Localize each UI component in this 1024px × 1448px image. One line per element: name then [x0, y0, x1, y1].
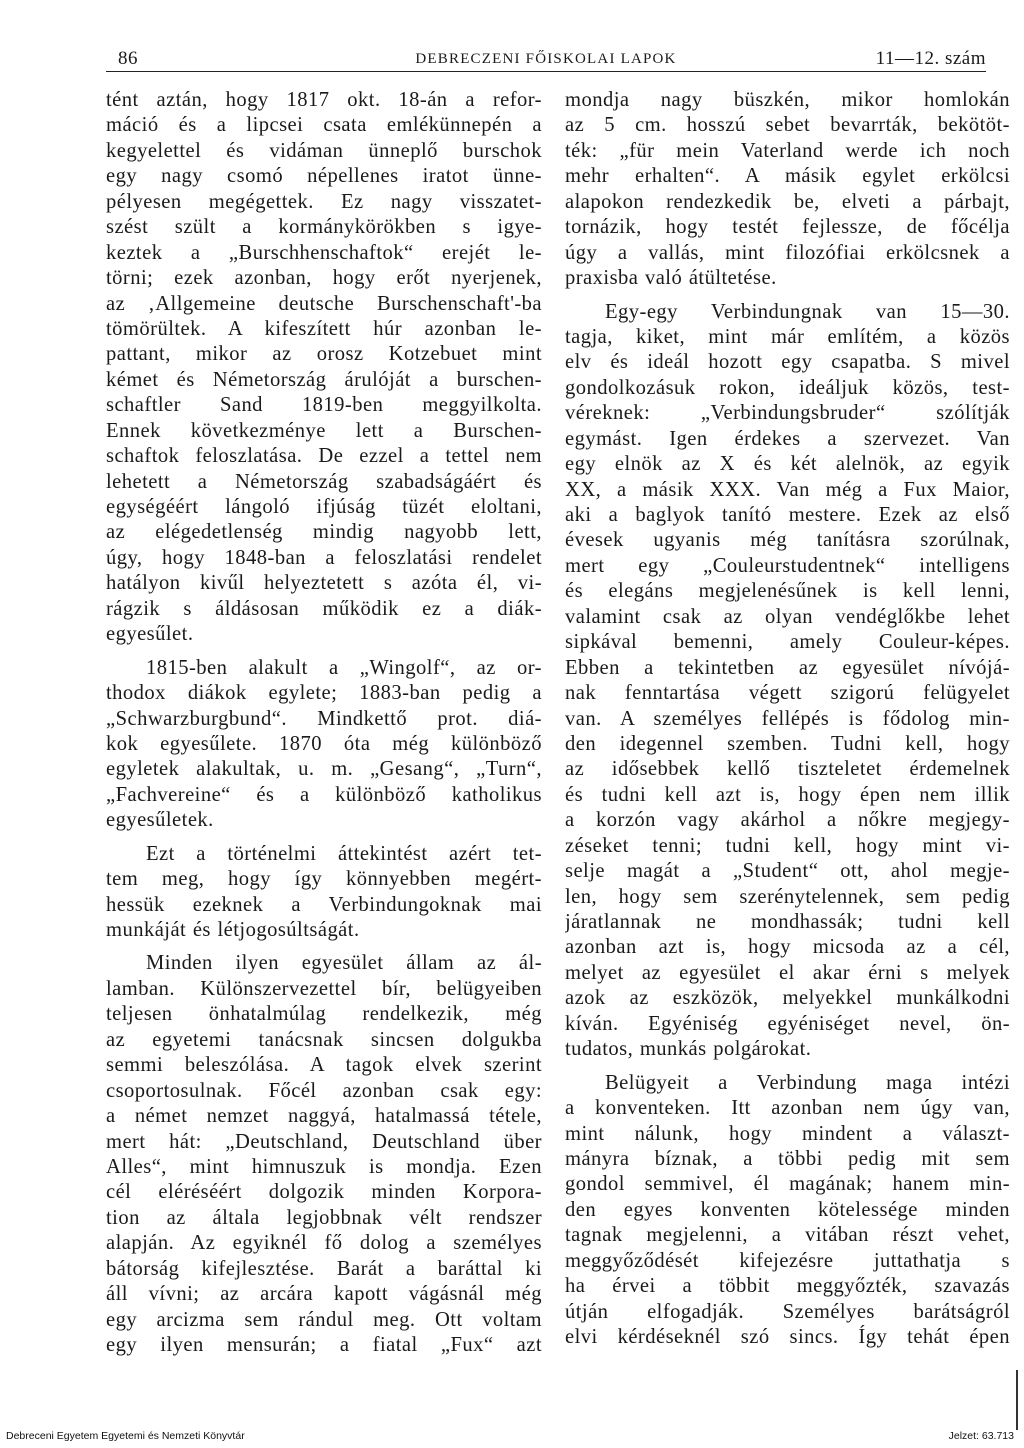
text-line: az ‚Allgemeine deutsche Burschenschaft'-ba: [106, 292, 542, 315]
text-line: csoportosulnak. Főcél azonban csak egy:: [106, 1079, 542, 1102]
text-line: len, hogy sem szerénytelennek, sem pedig: [565, 885, 1010, 908]
text-line: gondolkozásuk rokon, ideáljuk közös, test-: [565, 376, 1010, 399]
text-line: elvi kérdéseknél szó sincs. Így tehát épen: [565, 1326, 1010, 1348]
text-line: törni; ezek azonban, hogy erőt nyerjenek,: [106, 267, 542, 290]
text-line: járatlannak ne mondhassák; tudni kell: [565, 911, 1010, 933]
text-line: egymást. Igen érdekes a szervezet. Van: [565, 427, 1010, 450]
text-line: az egyetemi tanácsnak sincsen dolgukba: [106, 1028, 542, 1051]
running-header: [106, 46, 986, 72]
text-line: aki a baglyok tanító mestere. Ezek az első: [565, 504, 1010, 526]
text-line: a német nemzet naggyá, hatalmassá tétele,: [106, 1105, 542, 1128]
text-line: egyletek alakultak, u. m. „Gesang“, „Turn“,: [106, 758, 542, 781]
text-line: den idegennel szemben. Tudni kell, hogy: [565, 732, 1010, 755]
text-line: mint nálunk, hogy mindent a választ-: [565, 1122, 1010, 1145]
text-line: azonban azt is, hogy micsoda az a cél,: [565, 936, 1010, 959]
text-line: lamban. Különszervezettel bír, belügyeiben: [106, 977, 542, 1000]
text-line: mert egy „Couleurstudentnek“ intelligens: [565, 554, 1010, 577]
text-line: egy arcizma sem rándul meg. Ott voltam: [106, 1308, 542, 1331]
text-line: és tudni kell azt is, hogy épen nem illik: [565, 783, 1010, 806]
paragraph-gap: [565, 292, 1010, 300]
paragraph-gap: [565, 1063, 1010, 1071]
text-line: mányra bíznak, a többi pedig mit sem: [565, 1147, 1010, 1170]
text-line: az idősebbek kellő tiszteletet érdemelnek: [565, 758, 1010, 781]
text-line: az elégedetlenség mindig nagyobb lett,: [106, 521, 542, 544]
text-line: hatályon kivűl helyeztetett s azóta él, vi-: [106, 572, 542, 595]
text-line: nak fenntartása végett szigorú felügyelet: [565, 682, 1010, 705]
text-line: „Schwarzburgbund“. Mindkettő prot. diá-: [106, 707, 542, 730]
text-line: úgy, hogy 1848-ban a feloszlatási rendelet: [106, 546, 542, 569]
text-line: zéseket tenni; tudni kell, hogy mint vi-: [565, 834, 1010, 857]
text-line: XX, a másik XXX. Van még a Fux Maior,: [565, 478, 1010, 501]
text-line: praxisba való átültetése.: [565, 267, 777, 290]
text-line: az 5 cm. hosszú sebet bevarrták, bekötöt-: [565, 114, 1010, 137]
text-line: „Fachvereine“ és a különböző katholikus: [106, 783, 542, 806]
text-line: egyesűlet.: [106, 623, 194, 646]
text-line: cél eléréséért dolgozik minden Korpora-: [106, 1181, 542, 1204]
shelfmark: Jelzet: 63.713: [948, 1430, 1014, 1442]
scan-edge-mark: [1016, 1370, 1018, 1430]
text-line: a konventeken. Itt azonban nem úgy van,: [565, 1097, 1010, 1120]
text-line: selje magát a „Student“ ott, ahol megje-: [565, 860, 1010, 883]
journal-title: DEBRECZENI FŐISKOLAI LAPOK: [415, 51, 677, 67]
text-line: tömörültek. A kifeszített húr azonban le-: [106, 317, 542, 340]
library-credit: Debreceni Egyetem Egyetemi és Nemzeti Könyvtár: [6, 1430, 245, 1442]
text-line: schaftler Sand 1819-ben meggyilkolta.: [106, 394, 542, 417]
text-line: Egy-egy Verbindungnak van 15—30.: [605, 300, 1010, 323]
text-line: máció és a lipcsei csata emlékünnepén a: [106, 114, 542, 137]
text-line: tagnak megjelenni, a vitában részt vehet,: [565, 1224, 1010, 1247]
text-line: rágzik s áldásosan működik ez a diák-: [106, 597, 542, 620]
text-line: egységéért lángoló ifjúság tüzét eloltani,: [106, 496, 542, 518]
text-line: áll vívni; az arcára kapott vágásnál még: [106, 1283, 542, 1306]
text-line: szést szült a kormánykörökben s igye-: [106, 216, 542, 239]
text-line: keztek a „Burschhenschaftok“ erejét le-: [106, 241, 542, 264]
text-line: egyesűletek.: [106, 809, 214, 832]
text-line: valamint csak az olyan vendéglőkbe lehet: [565, 605, 1010, 628]
text-line: meggyőződését kifejezésre juttathatja s: [565, 1249, 1010, 1272]
text-line: melyet az egyesület el akar érni s melyek: [565, 961, 1010, 984]
text-line: gondol semmivel, él magának; hanem min-: [565, 1173, 1010, 1196]
text-line: azok az eszközök, melyekkel munkálkodni: [565, 987, 1010, 1010]
text-line: Minden ilyen egyesület állam az ál-: [146, 952, 542, 975]
text-line: tudatos, munkás polgárokat.: [565, 1038, 812, 1061]
text-line: pattant, mikor az orosz Kotzebuet mint: [106, 343, 542, 366]
text-line: Alles“, mint himnuszuk is mondja. Ezen: [106, 1155, 542, 1178]
text-line: Ebben a tekintetben az egyesület nívójá-: [565, 656, 1010, 679]
text-line: egy ilyen mensurán; a fiatal „Fux“ azt: [106, 1334, 542, 1356]
text-line: mehr erhalten“. A másik egylet erkölcsi: [565, 165, 1010, 188]
text-line: ték: „für mein Vaterland werde ich noch: [565, 139, 1010, 162]
text-line: bátorság kifejlesztése. Barát a baráttal ki: [106, 1257, 542, 1280]
text-line: teljesen önhatalmúlag rendelkezik, még: [106, 1003, 542, 1026]
text-line: van. A személyes fellépés is fődolog min-: [565, 707, 1010, 730]
text-line: kegyelettel és vidáman ünneplő burschok: [106, 139, 542, 162]
text-line: elv és ideál hozott egy csapatba. S mivel: [565, 351, 1010, 374]
text-line: hessük ezeknek a Verbindungoknak mai: [106, 893, 542, 916]
text-line: évesek ugyanis még tanításra szorúlnak,: [565, 529, 1010, 552]
text-line: ha érvei a többit meggyőzték, szavazás: [565, 1275, 1010, 1298]
text-line: sipkával bemenni, amely Couleur-képes.: [565, 631, 1010, 654]
text-line: tént aztán, hogy 1817 okt. 18-án a refor-: [106, 89, 542, 111]
text-line: thodox diákok egylete; 1883-ban pedig a: [106, 682, 542, 705]
text-line: úgy a vallás, mint filozófiai erkölcsnek a: [565, 241, 1010, 264]
text-line: a korzón vagy akárhol a nőkre megjegy-: [565, 809, 1010, 832]
text-line: munkáját és létjogosúltságát.: [106, 919, 360, 941]
text-line: pélyesen megégettek. Ez nagy visszatet-: [106, 190, 542, 213]
text-line: alapokon rendezkedik be, elveti a párbajt,: [565, 190, 1010, 213]
text-line: egy nagy csomó népellenes iratot ünne-: [106, 165, 542, 188]
text-line: és elegáns megjelenésűnek is kell lenni,: [565, 580, 1010, 603]
text-line: tem meg, hogy így könnyebben megért-: [106, 868, 542, 891]
header-rule: [106, 71, 986, 72]
text-line: Ezt a történelmi áttekintést azért tet-: [146, 842, 542, 865]
text-line: egy elnök az X és két alelnök, az egyik: [565, 453, 1010, 476]
right-column: [565, 88, 1010, 1350]
text-line: tagja, kiket, mint már említém, a közös: [565, 325, 1010, 348]
text-line: mert hát: „Deutschland, Deutschland über: [106, 1130, 542, 1153]
text-line: kíván. Egyéniség egyéniséget nevel, ön-: [565, 1012, 1010, 1035]
issue-number: 11—12. szám: [875, 48, 986, 69]
text-line: kok egyesűlete. 1870 óta még különböző: [106, 732, 542, 755]
paragraph-gap: [106, 648, 542, 656]
text-line: kémet és Németország árulóját a burschen-: [106, 368, 542, 391]
text-line: den egyes konventen kötelessége minden: [565, 1198, 1010, 1221]
paragraph-gap: [106, 834, 542, 842]
text-line: tion az általa legjobbnak vélt rendszer: [106, 1206, 542, 1229]
text-line: mondja nagy büszkén, mikor homlokán: [565, 89, 1010, 111]
text-line: 1815-ben alakult a „Wingolf“, az or-: [146, 656, 542, 679]
text-line: véreknek: „Verbindungsbruder“ szólítják: [565, 402, 1010, 425]
text-line: lehetett a Németország szabadságáért és: [106, 470, 542, 493]
text-line: tornázik, hogy testét fejlessze, de főcélja: [565, 216, 1010, 239]
left-column: [106, 88, 542, 1358]
text-line: Belügyeit a Verbindung maga intézi: [605, 1071, 1010, 1094]
paragraph-gap: [106, 943, 542, 951]
text-line: alapján. Az egyiknél fő dolog a személyes: [106, 1232, 542, 1255]
text-line: schaftok feloszlatása. De ezzel a tettel nem: [106, 445, 542, 468]
page-number: 86: [118, 48, 138, 69]
text-line: útján elfogadják. Személyes barátságról: [565, 1300, 1010, 1323]
text-line: semmi beleszólása. A tagok elvek szerint: [106, 1054, 542, 1077]
text-line: Ennek következménye lett a Burschen-: [106, 419, 542, 442]
